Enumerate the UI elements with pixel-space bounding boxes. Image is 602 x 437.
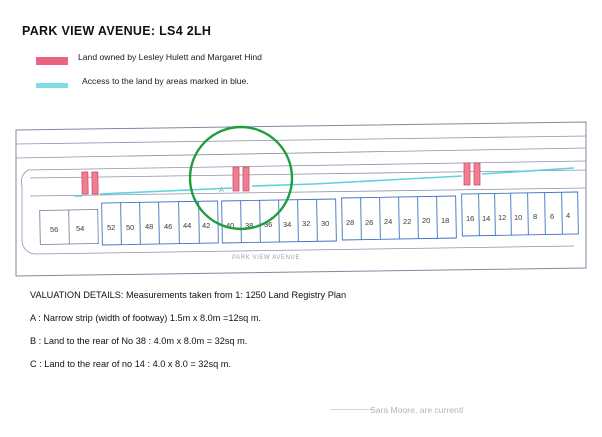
svg-text:6: 6: [550, 212, 555, 221]
site-plan-map: [14, 118, 588, 286]
valuation-line-b: B : Land to the rear of No 38 : 4.0m x 8.0m = 32sq m.: [30, 336, 248, 346]
svg-text:32: 32: [302, 219, 311, 228]
svg-text:14: 14: [482, 214, 491, 223]
svg-text:54: 54: [76, 224, 85, 233]
marker-label-a: A: [219, 187, 224, 194]
svg-text:42: 42: [202, 221, 211, 230]
valuation-details: [30, 290, 570, 382]
faded-note: Sara Moore, are currentl: [370, 405, 464, 415]
svg-text:56: 56: [50, 225, 59, 234]
legend-row-cyan: [36, 76, 456, 100]
svg-text:12: 12: [498, 213, 507, 222]
svg-text:34: 34: [283, 220, 292, 229]
svg-text:30: 30: [321, 219, 330, 228]
valuation-line-c: C : Land to the rear of no 14 : 4.0 x 8.0 = 32sq m.: [30, 359, 231, 369]
svg-text:52: 52: [107, 223, 116, 232]
valuation-line-a: A : Narrow strip (width of footway) 1.5m x 8.0m =12sq m.: [30, 313, 262, 323]
svg-text:8: 8: [533, 212, 538, 221]
svg-text:28: 28: [346, 218, 355, 227]
legend-swatch-cyan-icon: [36, 83, 68, 88]
legend-row-pink: [36, 52, 456, 76]
svg-text:10: 10: [514, 213, 523, 222]
valuation-heading: VALUATION DETAILS: Measurements taken from 1: 1250 Land Registry Plan: [30, 290, 347, 300]
svg-text:18: 18: [441, 216, 450, 225]
svg-text:50: 50: [126, 223, 135, 232]
street-label: PARK VIEW AVENUE: [232, 255, 301, 261]
legend: [36, 52, 456, 100]
svg-text:36: 36: [264, 220, 273, 229]
page-title: PARK VIEW AVENUE: LS4 2LH: [22, 24, 212, 38]
faded-rule: [330, 409, 374, 410]
svg-text:48: 48: [145, 222, 154, 231]
legend-swatch-pink-icon: [36, 57, 68, 65]
svg-text:46: 46: [164, 222, 173, 231]
svg-text:40: 40: [226, 221, 235, 230]
svg-text:24: 24: [384, 217, 393, 226]
svg-text:22: 22: [403, 217, 412, 226]
legend-label-cyan: Access to the land by areas marked in blue.: [82, 76, 249, 86]
svg-text:20: 20: [422, 216, 431, 225]
svg-text:38: 38: [245, 221, 254, 230]
svg-text:44: 44: [183, 221, 192, 230]
svg-text:16: 16: [466, 214, 475, 223]
svg-text:26: 26: [365, 218, 374, 227]
legend-label-pink: Land owned by Lesley Hulett and Margaret Hind: [78, 52, 262, 62]
svg-text:4: 4: [566, 211, 571, 220]
